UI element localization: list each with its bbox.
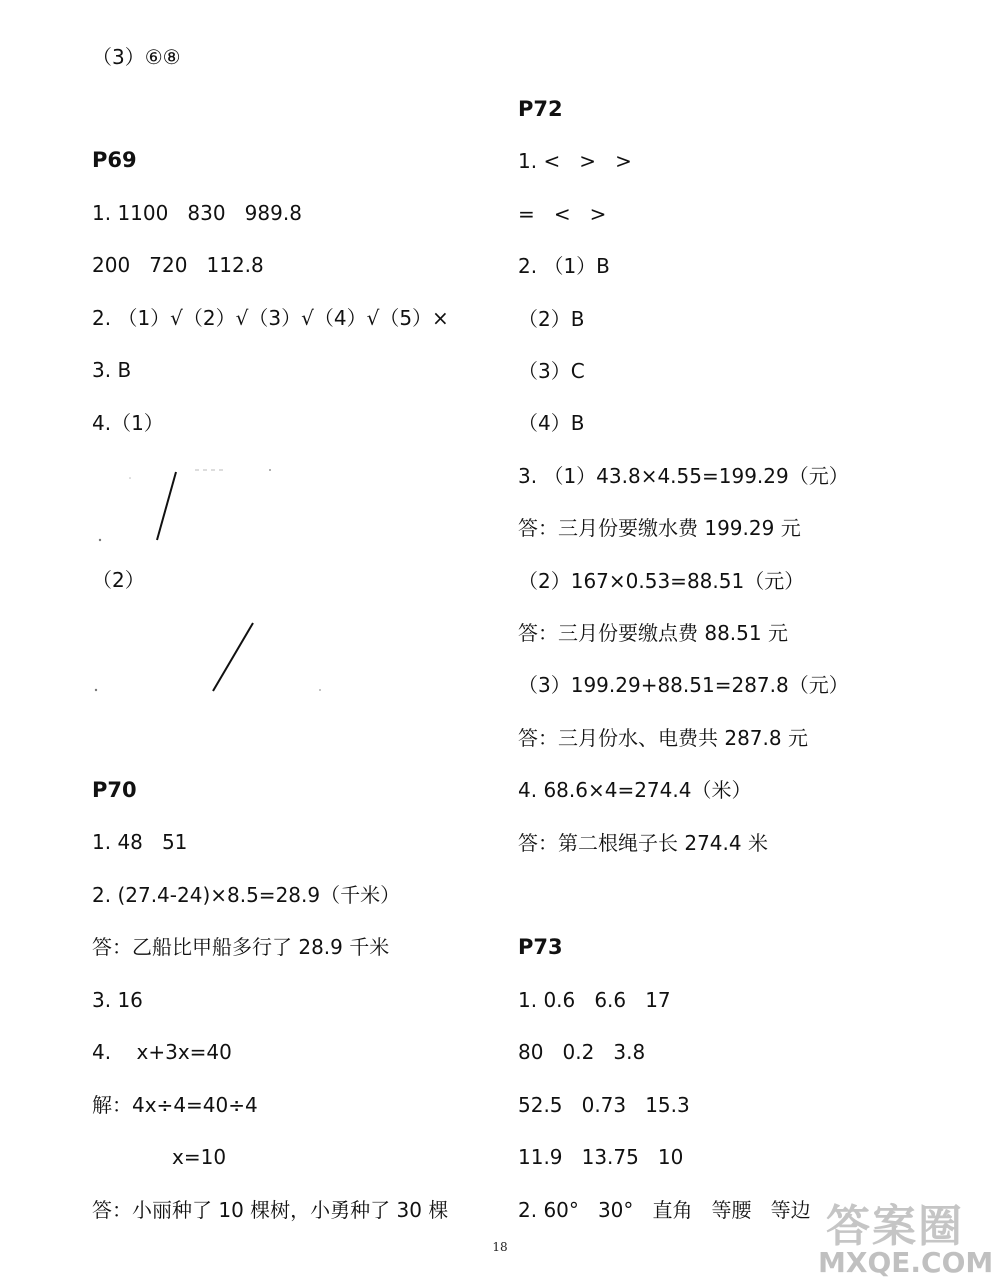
answer-line: （4）B [518, 411, 585, 435]
answer-line: 2. (27.4-24)×8.5=28.9（千米） [92, 883, 401, 907]
answer-line: 1. 48 51 [92, 830, 188, 854]
answer-line: 4. 68.6×4=274.4（米） [518, 778, 752, 802]
answer-line: 答：三月份要缴水费 199.29 元 [518, 516, 801, 540]
answer-line: 解：4x÷4=40÷4 [92, 1093, 258, 1117]
figure-dot [95, 689, 97, 691]
answer-line: 答：第二根绳子长 274.4 米 [518, 831, 768, 855]
answer-line: （2）167×0.53=88.51（元） [518, 569, 805, 593]
watermark-logo [818, 1190, 998, 1285]
answer-line: 80 0.2 3.8 [518, 1040, 646, 1064]
answer-line: 11.9 13.75 10 [518, 1145, 684, 1169]
answer-line: 1. 1100 830 989.8 [92, 201, 302, 225]
figure-line [157, 472, 176, 540]
answer-line: = < > [518, 202, 607, 226]
answer-line: x=10 [172, 1145, 227, 1169]
answer-line: 2. （1）B [518, 254, 610, 278]
figure-dot [269, 469, 271, 471]
answer-line: 52.5 0.73 15.3 [518, 1093, 690, 1117]
section-heading-p73: P73 [518, 935, 563, 959]
answer-line: 200 720 112.8 [92, 253, 264, 277]
answer-line: 答：三月份要缴点费 88.51 元 [518, 621, 788, 645]
section-heading-p72: P72 [518, 97, 563, 121]
answer-line: 1. 0.6 6.6 17 [518, 988, 671, 1012]
watermark-brand: 答案圈 [826, 1201, 964, 1252]
figure-dot [99, 539, 101, 541]
answer-line: （3）⑥⑧ [92, 45, 181, 69]
answer-line: 4. x+3x=40 [92, 1040, 232, 1064]
section-heading-p70: P70 [92, 778, 137, 802]
figure-answer-4-2 [90, 615, 340, 705]
section-heading-p69: P69 [92, 148, 137, 172]
answer-line: 1. < > > [518, 149, 632, 173]
page-number: 18 [492, 1240, 508, 1254]
answer-line: 答：小丽种了 10 棵树，小勇种了 30 棵 [92, 1198, 449, 1222]
figure-dot [129, 477, 131, 479]
answer-line: 3. 16 [92, 988, 143, 1012]
watermark-url: MXQE.COM [818, 1246, 994, 1279]
answer-line: 3. （1）43.8×4.55=199.29（元） [518, 464, 849, 488]
answer-line: 2. 60° 30° 直角 等腰 等边 [518, 1198, 811, 1222]
answer-line: 4.（1） [92, 411, 164, 435]
answer-line: 3. B [92, 358, 132, 382]
answer-line: 答：三月份水、电费共 287.8 元 [518, 726, 808, 750]
answer-line: （2）B [518, 307, 585, 331]
answer-line: （3）199.29+88.51=287.8（元） [518, 673, 849, 697]
answer-line: 2. （1）√（2）√（3）√（4）√（5）× [92, 306, 449, 330]
figure-dot [319, 689, 321, 691]
answer-line: （3）C [518, 359, 585, 383]
figure-line [213, 623, 253, 691]
answer-line: 答：乙船比甲船多行了 28.9 千米 [92, 935, 390, 959]
answer-line: （2） [92, 568, 145, 592]
figure-answer-4-1 [90, 460, 290, 550]
